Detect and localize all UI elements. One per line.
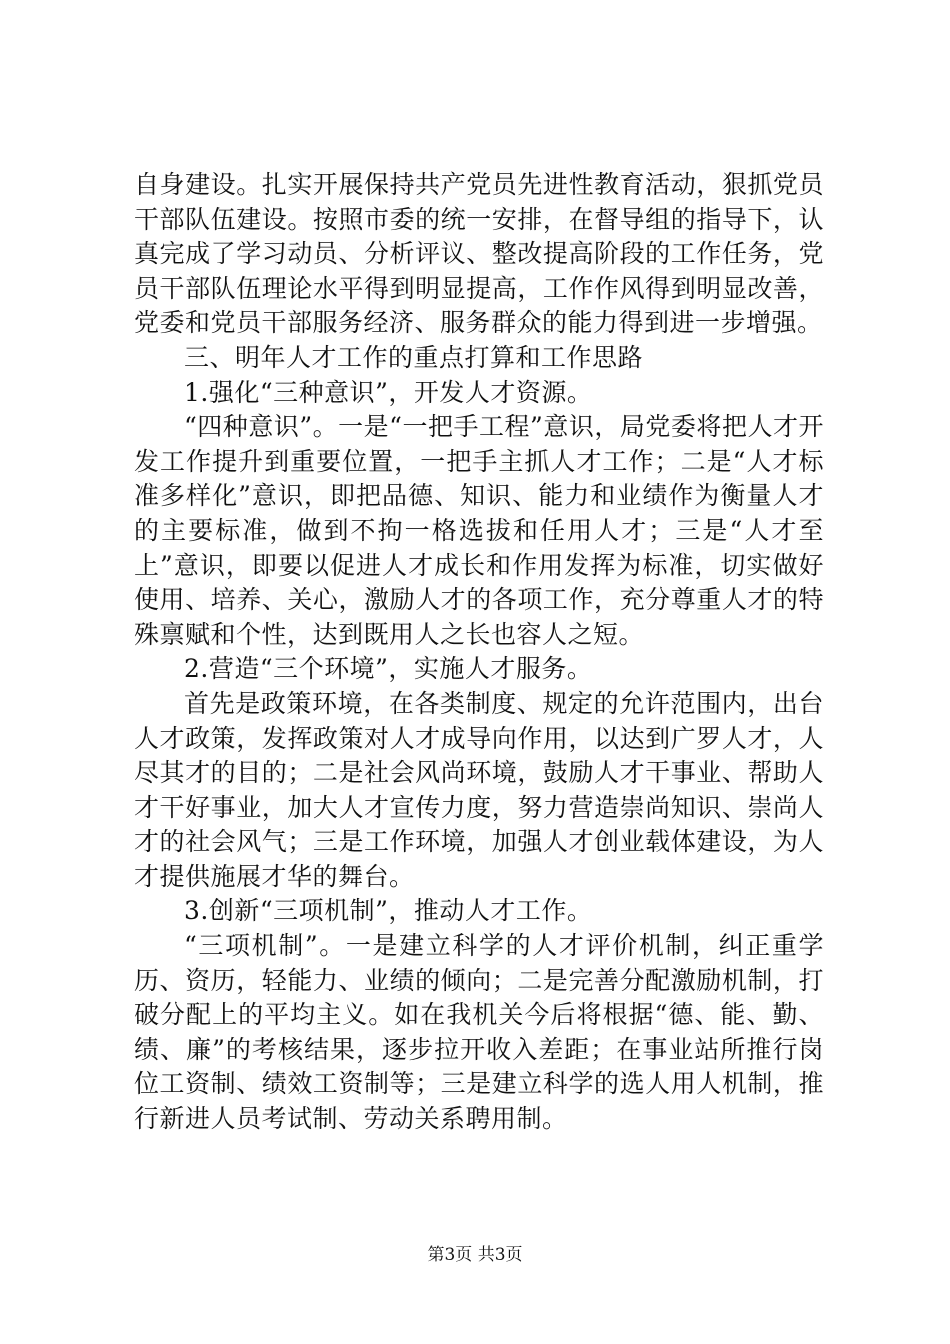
paragraph-environments: 首先是政策环境，在各类制度、规定的允许范围内，出台人才政策，发挥政策对人才成导向作用，以达到广罗人才，人尽其才的目的；二是社会风尚环境，鼓励人才干事业、帮助人才干好事业，加大人才宣传力度，努力营造崇尚知识、崇尚人才的社会风气；三是工作环境，加强人才创业载体建设，为人才提供施展才华的舞台。 [134,688,824,891]
subheading-three-mechanisms: 3.创新“三项机制”，推动人才工作。 [184,896,593,926]
document-body [134,168,824,1137]
subheading-three-environments: 2.营造“三个环境”，实施人才服务。 [184,654,593,684]
subheading-three-awareness: 1.强化“三种意识”，开发人才资源。 [184,377,593,407]
paragraph-mechanisms: “三项机制”。一是建立科学的人才评价机制，纠正重学历、资历，轻能力、业绩的倾向；二是完善分配激励机制，打破分配上的平均主义。如在我机关今后将根据“德、能、勤、绩、廉”的考核结果，逐步拉开收入差距；在事业站所推行岗位工资制、绩效工资制等；三是建立科学的选人用人机制，推行新进人员考试制、劳动关系聘用制。 [134,931,824,1134]
page-number-footer: 第3页 共3页 [427,1245,523,1265]
section-heading-next-year-plan: 三、明年人才工作的重点打算和工作思路 [184,342,644,372]
paragraph-party-building: 自身建设。扎实开展保持共产党员先进性教育活动，狠抓党员干部队伍建设。按照市委的统一安排，在督导组的指导下，认真完成了学习动员、分析评议、整改提高阶段的工作任务，党员干部队伍理论水平得到明显提高，工作作风得到明显改善，党委和党员干部服务经济、服务群众的能力得到进一步增强。 [134,170,824,338]
paragraph-four-awareness: “四种意识”。一是“一把手工程”意识，局党委将把人才开发工作提升到重要位置，一把手主抓人才工作；二是“人才标准多样化”意识，即把品德、知识、能力和业绩作为衡量人才的主要标准，做到不拘一格选拔和任用人才；三是“人才至上”意识，即要以促进人才成长和作用发挥为标准，切实做好使用、培养、关心，激励人才的各项工作，充分尊重人才的特殊禀赋和个性，达到既用人之长也容人之短。 [134,412,824,649]
